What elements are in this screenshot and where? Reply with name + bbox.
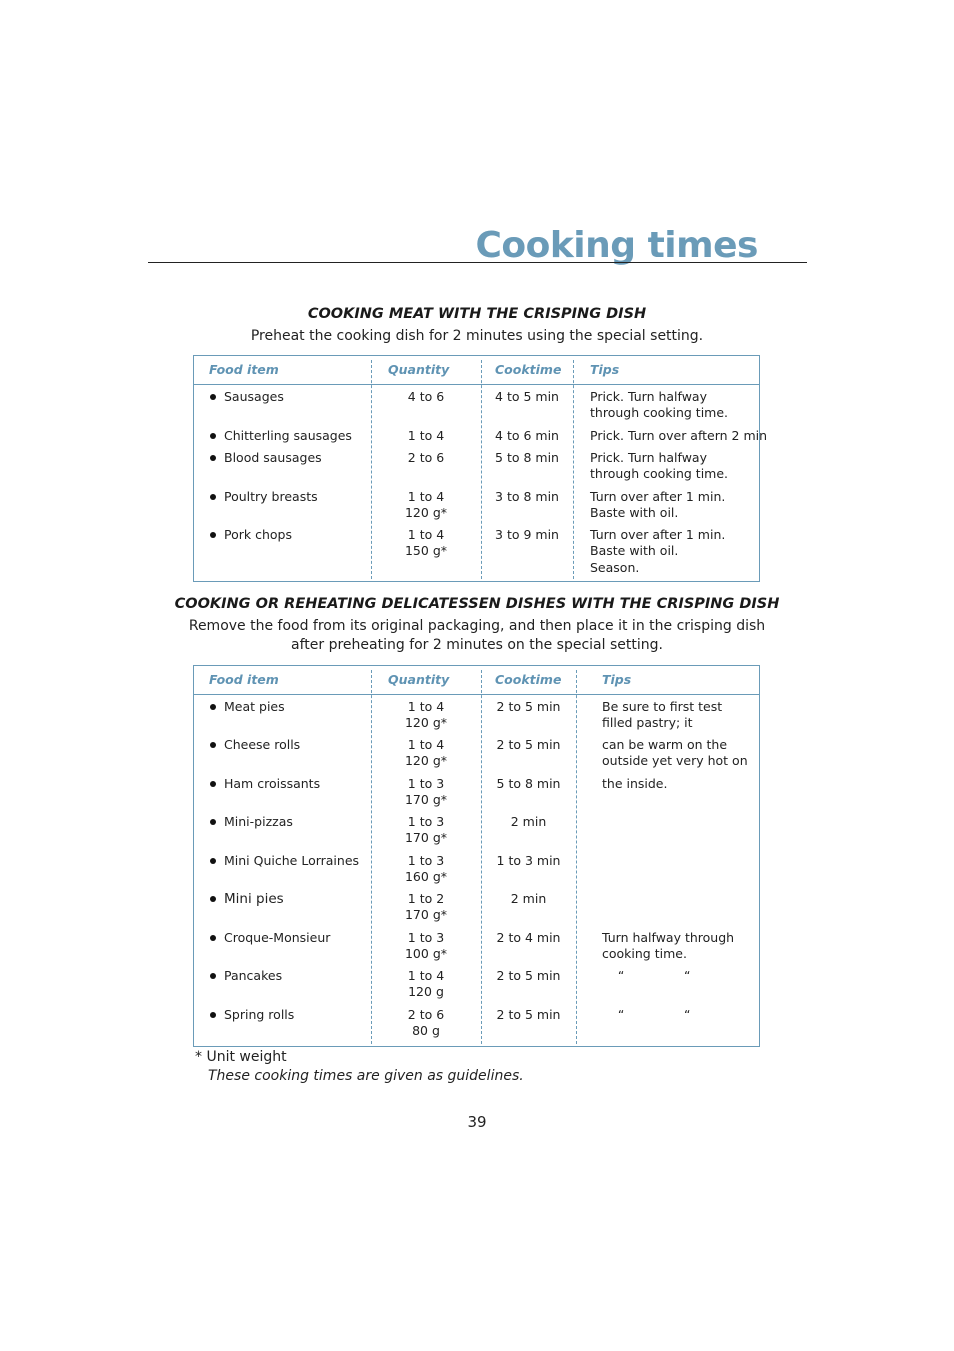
- header-cooktime: Cooktime: [495, 672, 562, 687]
- section-intro-line1: Remove the food from its original packaging, and then place it in the crisping dish: [188, 618, 766, 634]
- food-item: Chitterling sausages: [224, 428, 352, 443]
- header-food-item: Food item: [209, 672, 279, 687]
- cooktime-cell: 4 to 5 min: [495, 389, 559, 404]
- tips-cell: Prick. Turn over aftern 2 min: [590, 428, 768, 443]
- header-cooktime: Cooktime: [495, 362, 562, 377]
- quantity-cell: 1 to 2 170 g*: [404, 891, 448, 923]
- cooktime-cell: 2 to 5 min: [496, 699, 561, 714]
- table-row: [210, 776, 320, 792]
- section-intro-line2: after preheating for 2 minutes on the special setting.: [291, 637, 663, 653]
- bullet-icon: [210, 858, 216, 864]
- quantity-cell: 1 to 4 120 g*: [404, 489, 448, 521]
- quantity-cell: 1 to 4 120 g*: [404, 737, 448, 769]
- tips-cell: Turn over after 1 min. Baste with oil.: [590, 489, 726, 521]
- quantity-cell: 1 to 3 170 g*: [404, 814, 448, 846]
- bullet-icon: [210, 973, 216, 979]
- food-item: Poultry breasts: [224, 489, 318, 504]
- tips-cell: Turn over after 1 min. Baste with oil. Season.: [590, 527, 726, 575]
- cooktime-cell: 3 to 9 min: [495, 527, 559, 542]
- quantity-cell: 1 to 4 150 g*: [404, 527, 448, 559]
- food-item: Sausages: [224, 389, 284, 404]
- food-item: Meat pies: [224, 699, 285, 714]
- meat-cooking-table: [193, 355, 768, 582]
- tips-cell: the inside.: [602, 776, 668, 791]
- quantity-cell: 1 to 4 120 g*: [404, 699, 448, 731]
- table-row: [210, 930, 330, 946]
- cooktime-cell: 4 to 6 min: [495, 428, 559, 443]
- table-row: [210, 853, 359, 869]
- tips-cell: “ “: [602, 968, 691, 983]
- bullet-icon: [210, 704, 216, 710]
- bullet-icon: [210, 896, 216, 902]
- header-quantity: Quantity: [388, 362, 450, 377]
- cooktime-cell: 2 min: [510, 814, 547, 829]
- table-row: [210, 699, 285, 715]
- food-item: Ham croissants: [224, 776, 321, 791]
- quantity-cell: 1 to 4: [407, 428, 445, 443]
- bullet-icon: [210, 1012, 216, 1018]
- quantity-cell: 1 to 4 120 g: [407, 968, 445, 1000]
- title-rule: [148, 262, 807, 263]
- food-item: Mini Quiche Lorraines: [224, 853, 360, 868]
- quantity-cell: 4 to 6: [407, 389, 445, 404]
- table-row: [210, 737, 300, 753]
- tips-cell: can be warm on the outside yet very hot on: [602, 737, 748, 769]
- table-header: [194, 356, 759, 385]
- tips-cell: “ “: [602, 1007, 691, 1022]
- table-row: [210, 389, 284, 405]
- quantity-cell: 2 to 6: [407, 450, 445, 465]
- table-header: [194, 666, 759, 695]
- food-item: Mini-pizzas: [224, 814, 293, 829]
- tips-cell: Be sure to first test filled pastry; it: [602, 699, 723, 731]
- page-title: Cooking times: [475, 225, 758, 266]
- section-intro-meat: Preheat the cooking dish for 2 minutes using the special setting.: [250, 328, 704, 344]
- bullet-icon: [210, 819, 216, 825]
- quantity-cell: 2 to 6 80 g: [407, 1007, 445, 1039]
- food-item: Blood sausages: [224, 450, 322, 465]
- column-divider: [573, 360, 574, 579]
- guideline-note: These cooking times are given as guidelines.: [208, 1068, 524, 1084]
- tips-cell: Prick. Turn halfway through cooking time.: [590, 450, 729, 482]
- table-row: [210, 527, 292, 543]
- bullet-icon: [210, 781, 216, 787]
- cooktime-cell: 2 min: [510, 891, 547, 906]
- bullet-icon: [210, 455, 216, 461]
- column-divider: [576, 670, 577, 1044]
- cooktime-cell: 2 to 4 min: [496, 930, 561, 945]
- tips-cell: Prick. Turn halfway through cooking time.: [590, 389, 729, 421]
- table-row: [210, 428, 352, 444]
- cooktime-cell: 3 to 8 min: [495, 489, 559, 504]
- food-item: Spring rolls: [224, 1007, 295, 1022]
- bullet-icon: [210, 935, 216, 941]
- tips-cell: Turn halfway through cooking time.: [602, 930, 735, 962]
- cooktime-cell: 1 to 3 min: [496, 853, 561, 868]
- table-row: [210, 489, 318, 505]
- food-item: Croque-Monsieur: [224, 930, 331, 945]
- quantity-cell: 1 to 3 160 g*: [404, 853, 448, 885]
- header-quantity: Quantity: [388, 672, 450, 687]
- cooktime-cell: 5 to 8 min: [495, 450, 559, 465]
- food-item: Pancakes: [224, 968, 283, 983]
- header-tips: Tips: [590, 362, 620, 377]
- bullet-icon: [210, 494, 216, 500]
- cooktime-cell: 2 to 5 min: [496, 737, 561, 752]
- cooktime-cell: 5 to 8 min: [496, 776, 561, 791]
- bullet-icon: [210, 394, 216, 400]
- header-tips: Tips: [602, 672, 632, 687]
- table-row: [210, 450, 322, 466]
- header-food-item: Food item: [209, 362, 279, 377]
- food-item: Pork chops: [224, 527, 292, 542]
- table-row: [210, 814, 293, 830]
- section-heading-meat: COOKING MEAT WITH THE CRISPING DISH: [307, 306, 647, 322]
- food-item: Cheese rolls: [224, 737, 301, 752]
- bullet-icon: [210, 532, 216, 538]
- section-heading-delicatessen: COOKING OR REHEATING DELICATESSEN DISHES WITH THE CRISPING DISH: [174, 596, 780, 612]
- unit-weight-footnote: * Unit weight: [195, 1049, 287, 1065]
- quantity-cell: 1 to 3 100 g*: [404, 930, 448, 962]
- bullet-icon: [210, 742, 216, 748]
- cooktime-cell: 2 to 5 min: [496, 968, 561, 983]
- cooktime-cell: 2 to 5 min: [496, 1007, 561, 1022]
- quantity-cell: 1 to 3 170 g*: [404, 776, 448, 808]
- delicatessen-cooking-table: [193, 665, 760, 1047]
- page-number: 39: [467, 1113, 487, 1131]
- food-item: Mini pies: [224, 891, 284, 907]
- bullet-icon: [210, 433, 216, 439]
- table-row: [210, 1007, 294, 1023]
- table-row: [210, 891, 284, 907]
- table-row: [210, 968, 282, 984]
